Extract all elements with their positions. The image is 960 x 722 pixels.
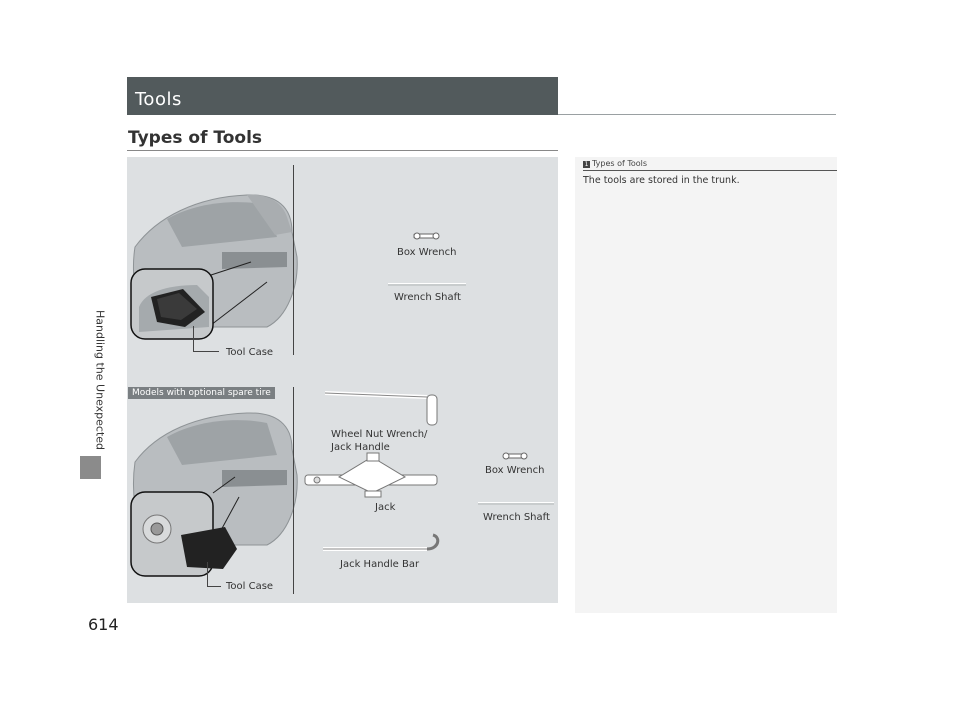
tool-case-callout-upper [193, 326, 194, 352]
label-tool-case-lower: Tool Case [226, 581, 274, 592]
note-body: The tools are stored in the trunk. [583, 175, 740, 186]
wrench-shaft-rule-lower [478, 502, 554, 505]
wheel-nut-wrench-icon [325, 393, 437, 425]
label-jack: Jack [375, 502, 396, 513]
note-ref-icon: 1 [584, 161, 589, 168]
label-wrench-shaft-upper: Wrench Shaft [394, 292, 461, 303]
tool-case-callout-lower [207, 562, 208, 586]
sidebar-tab-marker [80, 456, 101, 479]
figure-divider-lower [293, 387, 294, 594]
page-number: 614 [88, 615, 119, 634]
note-heading [583, 159, 647, 168]
jack-icon [305, 453, 437, 497]
tools-illustration [127, 157, 558, 603]
label-box-wrench-upper: Box Wrench [397, 247, 457, 258]
box-wrench-icon-upper [414, 233, 439, 239]
tool-case-callout-lower-h [207, 586, 221, 587]
label-wheel-nut-wrench-line2: Jack Handle [331, 442, 390, 453]
page-title: Tools [135, 89, 182, 110]
label-jack-handle-bar: Jack Handle Bar [340, 559, 420, 570]
note-heading-text: Types of Tools [592, 159, 648, 168]
tool-case-callout-upper-h [193, 351, 219, 352]
label-box-wrench-lower: Box Wrench [485, 465, 545, 476]
box-wrench-icon-lower [503, 453, 527, 459]
note-panel [575, 157, 837, 613]
label-tool-case-upper: Tool Case [226, 347, 274, 358]
header-rule [558, 114, 836, 115]
section-rule [127, 150, 558, 151]
section-title: Types of Tools [128, 128, 263, 148]
models-badge: Models with optional spare tire [128, 387, 275, 399]
jack-handle-bar-icon [323, 535, 438, 549]
wrench-shaft-rule-upper [388, 283, 466, 286]
note-rule [583, 170, 837, 171]
label-wrench-shaft-lower: Wrench Shaft [483, 512, 550, 523]
sidebar-section-label: Handling the Unexpected [93, 309, 107, 451]
figure-divider-upper [293, 165, 294, 355]
label-wheel-nut-wrench-line1: Wheel Nut Wrench/ [331, 429, 428, 440]
header-bar [127, 77, 558, 115]
